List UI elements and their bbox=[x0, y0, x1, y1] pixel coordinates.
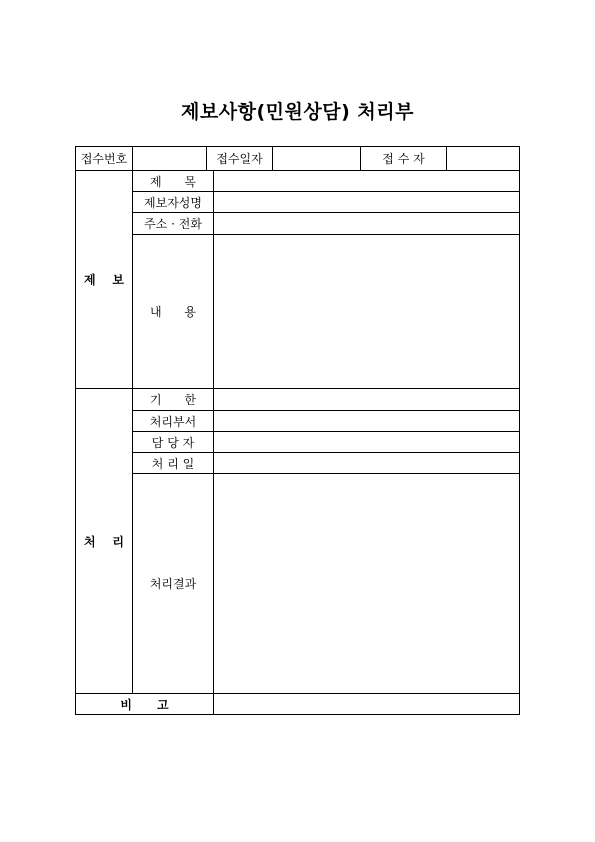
reporter-name-label: 제보자성명 bbox=[144, 195, 202, 210]
processing-section-label: 처 리 bbox=[84, 534, 124, 549]
address-phone-label: 주소 · 전화 bbox=[144, 217, 202, 231]
receipt-no-field[interactable] bbox=[133, 147, 206, 170]
process-date-field[interactable] bbox=[214, 453, 519, 473]
report-section-label: 제 보 bbox=[84, 273, 124, 287]
receipt-date-field[interactable] bbox=[273, 147, 360, 170]
deadline-label: 기 한 bbox=[149, 393, 197, 407]
reporter-name-field[interactable] bbox=[214, 192, 519, 212]
receiver-field[interactable] bbox=[447, 147, 519, 170]
result-label: 처리결과 bbox=[149, 577, 197, 591]
report-form bbox=[75, 146, 520, 715]
department-field[interactable] bbox=[214, 411, 519, 431]
subject-label: 제 목 bbox=[149, 174, 197, 189]
content-label: 내 용 bbox=[149, 305, 197, 319]
remarks-field[interactable] bbox=[214, 694, 519, 714]
subject-field[interactable] bbox=[214, 171, 519, 191]
deadline-field[interactable] bbox=[214, 389, 519, 410]
process-date-label: 처 리 일 bbox=[151, 456, 195, 471]
receiver-label: 접 수 자 bbox=[382, 152, 425, 166]
receipt-no-label: 접수번호 bbox=[80, 152, 128, 166]
remarks-label: 비 고 bbox=[120, 697, 169, 712]
page-title: 제보사항(민원상담) 처리부 bbox=[181, 101, 414, 123]
department-label: 처리부서 bbox=[149, 414, 197, 429]
content-field[interactable] bbox=[214, 235, 519, 388]
person-in-charge-field[interactable] bbox=[214, 432, 519, 452]
address-phone-field[interactable] bbox=[214, 213, 519, 234]
receipt-date-label: 접수일자 bbox=[216, 152, 263, 166]
result-field[interactable] bbox=[214, 474, 519, 693]
person-in-charge-label: 담 당 자 bbox=[151, 435, 195, 450]
